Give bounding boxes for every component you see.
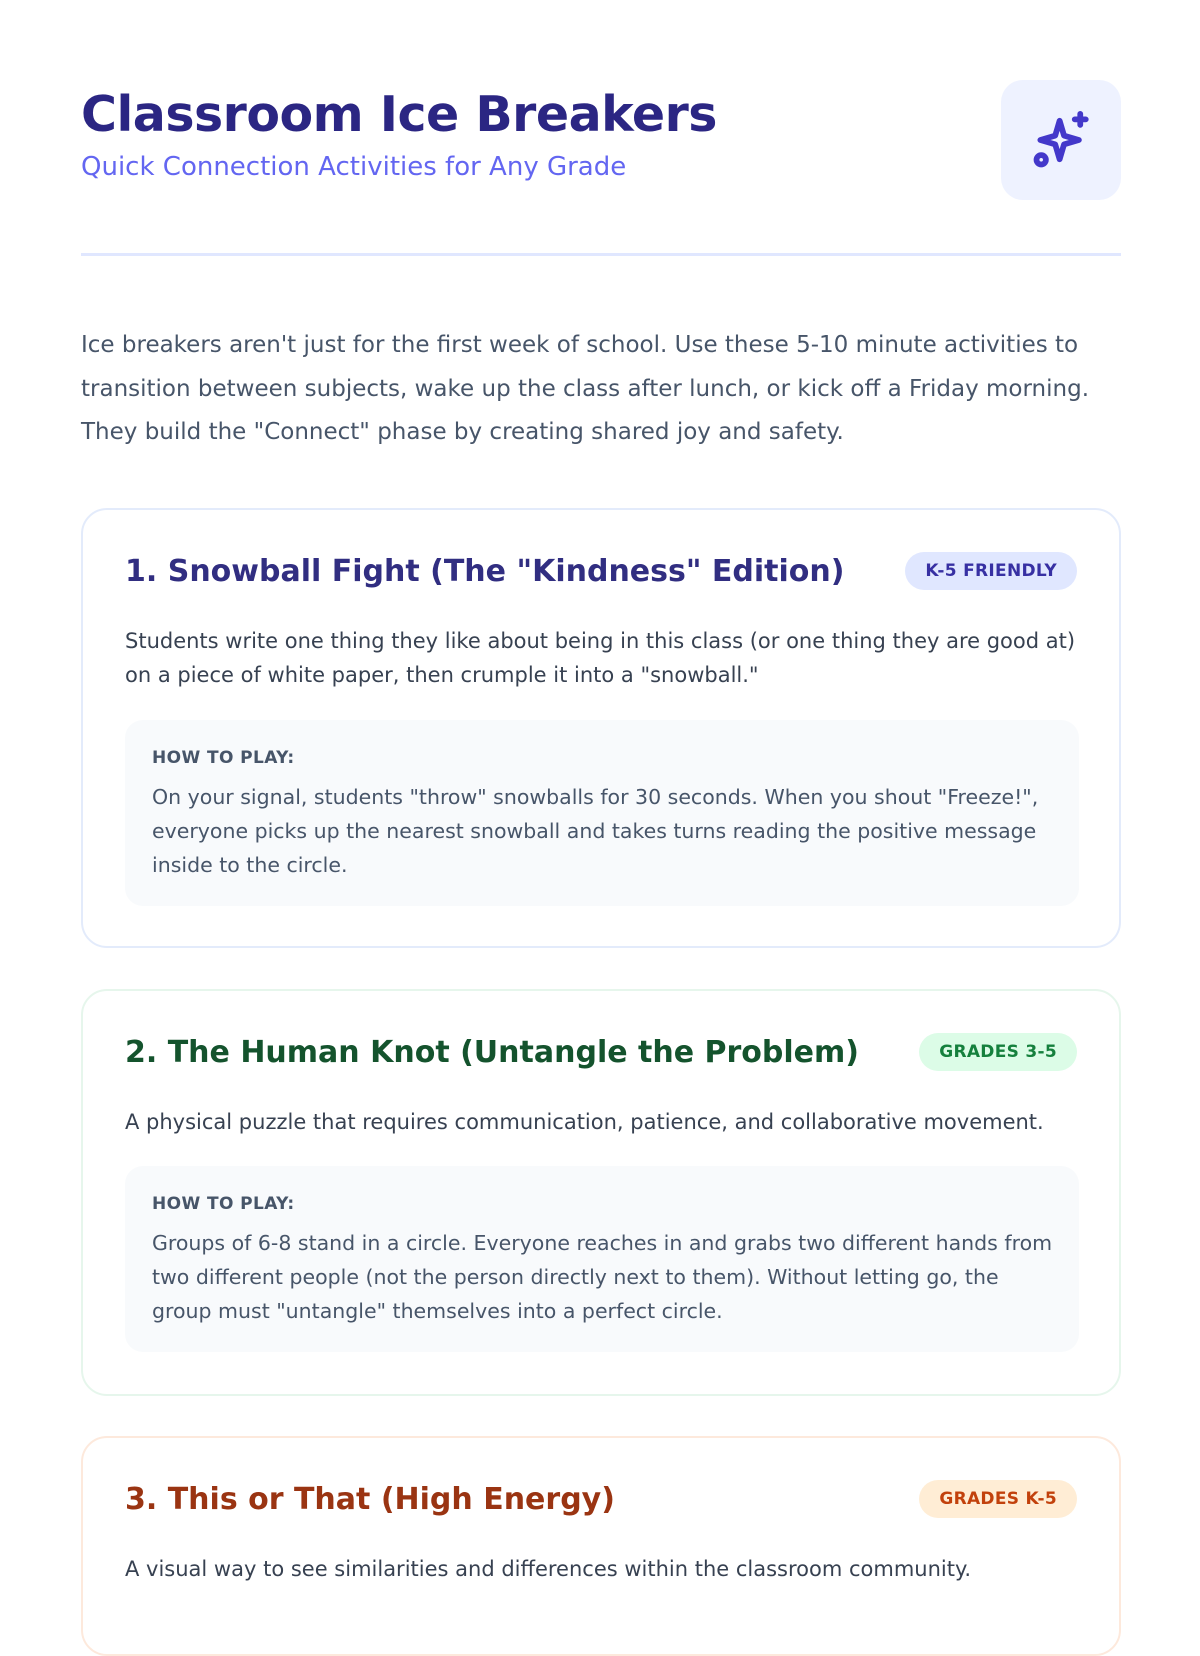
grade-badge: K-5 FRIENDLY xyxy=(905,552,1077,590)
activity-description: Students write one thing they like about being in this class (or one thing they are good at) on a piece of white paper, then crumple it into a "snowball." xyxy=(125,629,1076,687)
activity-description: A physical puzzle that requires communication, patience, and collaborative movement. xyxy=(125,1110,1044,1134)
activity-title: 3. This or That (High Energy) xyxy=(125,1482,615,1517)
intro-paragraph: Ice breakers aren't just for the first week of school. Use these 5-10 minute activities to transition between subjects, wake up the class after lunch, or kick off a Friday morning. They build the "Connect" phase by creating shared joy and safety. xyxy=(81,332,1090,445)
how-to-play-box xyxy=(125,1166,1079,1352)
grade-badge: GRADES K-5 xyxy=(919,1480,1077,1518)
activity-card-this-or-that xyxy=(81,1436,1121,1656)
how-to-play-text: Groups of 6-8 stand in a circle. Everyone reaches in and grabs two different hands from two different people (not the person directly next to them). Without letting go, the group must "untangle" themselves into a perfect circle. xyxy=(152,1231,1053,1323)
grade-badge: GRADES 3-5 xyxy=(919,1033,1077,1071)
header xyxy=(81,80,1121,200)
header-divider xyxy=(81,253,1121,256)
page-title: Classroom Ice Breakers xyxy=(81,86,717,143)
page-subtitle: Quick Connection Activities for Any Grade xyxy=(81,152,627,182)
sparkles-icon xyxy=(1001,80,1121,200)
activity-card-snowball-fight xyxy=(81,508,1121,948)
activity-description: A visual way to see similarities and differences within the classroom community. xyxy=(125,1557,972,1581)
how-to-play-label: HOW TO PLAY: xyxy=(152,1194,295,1214)
how-to-play-text: On your signal, students "throw" snowballs for 30 seconds. When you shout "Freeze!", everyone picks up the nearest snowball and takes turns reading the positive message inside to the circle. xyxy=(152,785,1039,877)
how-to-play-label: HOW TO PLAY: xyxy=(152,748,295,768)
activity-title: 2. The Human Knot (Untangle the Problem) xyxy=(125,1035,859,1070)
how-to-play-box xyxy=(125,720,1079,906)
activity-title: 1. Snowball Fight (The "Kindness" Edition) xyxy=(125,554,845,589)
activity-card-human-knot xyxy=(81,989,1121,1396)
